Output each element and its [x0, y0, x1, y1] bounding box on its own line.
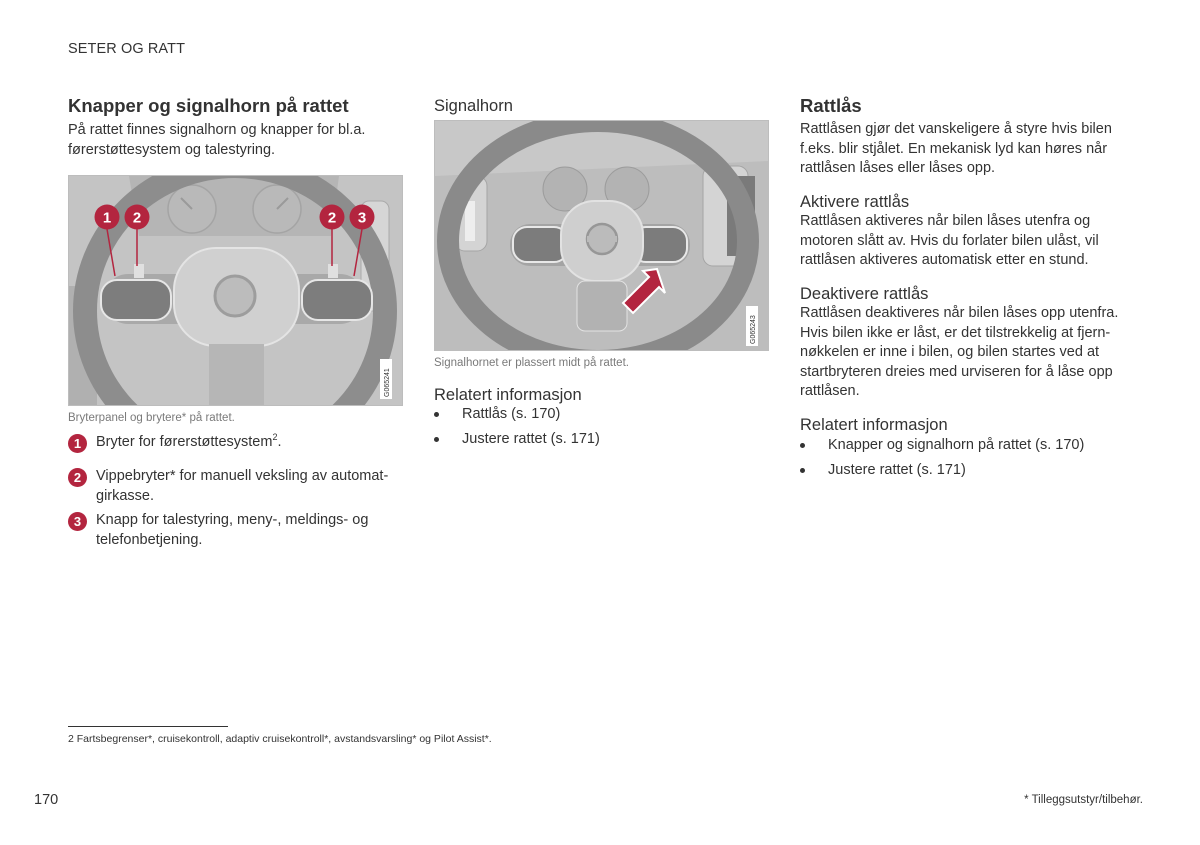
figure-caption: Signalhornet er plassert midt på rattet. — [434, 357, 629, 369]
callout-list — [68, 433, 408, 553]
callout-label: 2 — [327, 209, 337, 227]
callout-number: 1 — [68, 434, 87, 453]
footnote — [68, 733, 492, 745]
footnote-divider — [68, 726, 228, 727]
intro-line: På rattet finnes signalhorn og knapper for bl.a. — [68, 122, 366, 138]
text-line: f.eks. blir stjålet. En mekanisk lyd kan høres når — [800, 140, 1108, 157]
text-line: Rattlåsen gjør det vanskeligere å styre hvis bilen — [800, 121, 1112, 137]
steering-lock-intro — [800, 120, 1112, 179]
intro-line: førerstøttesystem og talestyring. — [68, 141, 276, 158]
related-link-label: Rattlås (s. 170) — [462, 406, 561, 422]
intro-text — [68, 121, 365, 160]
heading-activate: Aktivere rattlås — [800, 193, 910, 211]
text-line: rattlåsen. — [800, 383, 860, 399]
callout-number: 3 — [68, 512, 87, 531]
item-text: Bryter for førerstøttesystem — [96, 434, 273, 450]
item-text: Knapp for talestyring, meny-, meldings- og — [96, 512, 369, 528]
figure-caption: Bryterpanel og brytere* på rattet. — [68, 412, 235, 424]
section-title: SETER OG RATT — [68, 41, 186, 57]
list-item — [68, 467, 388, 506]
figure-code: G065243 — [750, 315, 757, 344]
horn-figure — [434, 120, 769, 351]
item-text-end: . — [277, 434, 282, 450]
footer-note: * Tilleggsutstyr/tilbehør. — [1024, 794, 1143, 806]
text-line: Hvis bilen ikke er låst, er det tilstrekkelig at fjern- — [800, 324, 1111, 341]
callout-number: 2 — [68, 468, 87, 487]
heading-deactivate: Deaktivere rattlås — [800, 285, 929, 303]
callout-label: 3 — [357, 209, 367, 227]
footnote-ref: 2 — [272, 432, 278, 443]
item-text: girkasse. — [96, 487, 155, 504]
text-line: startbryteren dreies med urviseren for å låse opp — [800, 363, 1113, 380]
bullet-icon — [434, 437, 439, 442]
footnote-number: 2 — [68, 733, 74, 745]
related-list — [800, 437, 1130, 487]
steering-wheel-controls-figure — [68, 175, 403, 406]
text-line: nøkkelen er inne i bilen, og bilen startes ved at — [800, 344, 1100, 360]
text-line: rattlåsen aktiveres automatisk etter en stund. — [800, 252, 1089, 268]
heading-steering-lock: Rattlås — [800, 95, 862, 116]
callout-label: 1 — [102, 209, 112, 227]
page-number: 170 — [34, 792, 59, 808]
text-line: Rattlåsen aktiveres når bilen låses utenfra og — [800, 213, 1091, 229]
steering-wheel-illustration — [69, 176, 402, 405]
related-link-label: Justere rattet (s. 171) — [462, 431, 600, 447]
activate-text — [800, 212, 1099, 271]
horn-illustration — [435, 121, 768, 350]
text-line: motoren slått av. Hvis du forlater bilen ulåst, vil — [800, 232, 1099, 249]
related-heading: Relatert informasjon — [800, 416, 948, 434]
text-line: rattlåsen låses eller låses opp. — [800, 160, 996, 176]
item-text: Vippebryter* for manuell veksling av automat- — [96, 468, 389, 484]
text-line: Rattlåsen deaktiveres når bilen låses opp utenfra. — [800, 305, 1119, 321]
callout-label: 2 — [132, 209, 142, 227]
bullet-icon — [800, 443, 805, 448]
list-item — [68, 511, 368, 550]
heading-buttons-horn: Knapper og signalhorn på rattet — [68, 95, 349, 116]
item-text: telefonbetjening. — [96, 531, 203, 548]
heading-horn: Signalhorn — [434, 97, 513, 115]
list-item — [68, 433, 281, 453]
bullet-icon — [434, 412, 439, 417]
related-heading: Relatert informasjon — [434, 386, 582, 404]
figure-code: G065241 — [384, 368, 391, 397]
related-list — [434, 406, 734, 456]
footnote-text: Fartsbegrenser*, cruisekontroll, adaptiv cruisekontroll*, avstandsvarsling* og Pilot Assist*. — [76, 733, 492, 745]
related-link-label: Justere rattet (s. 171) — [828, 462, 966, 478]
related-link-label: Knapper og signalhorn på rattet (s. 170) — [828, 437, 1085, 453]
deactivate-text — [800, 304, 1118, 402]
bullet-icon — [800, 468, 805, 473]
